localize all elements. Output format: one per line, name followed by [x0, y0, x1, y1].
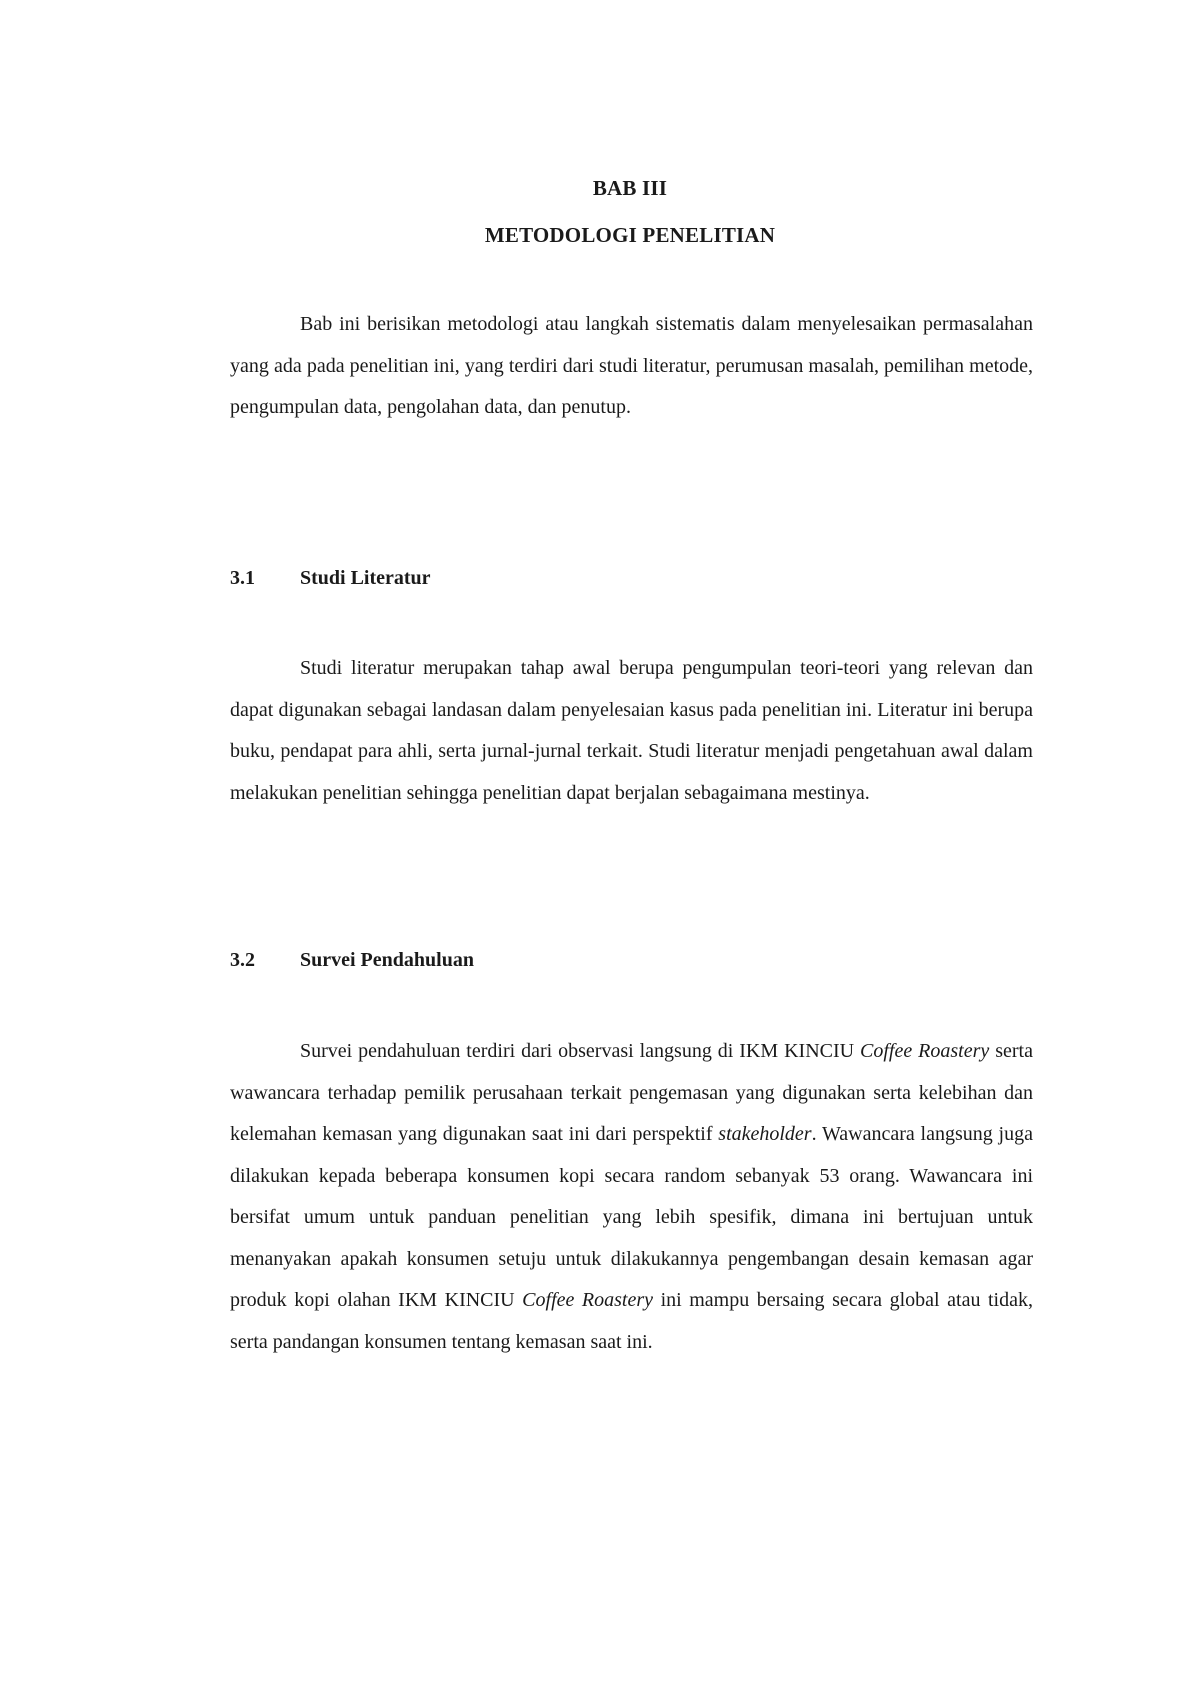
section-title: Studi Literatur [300, 567, 431, 589]
section-heading-survei-pendahuluan [230, 948, 474, 972]
italic-term: Coffee Roastery [522, 1289, 654, 1311]
text-segment: Survei pendahuluan terdiri dari observasi langsung di IKM KINCIU [300, 1040, 861, 1062]
italic-term: stakeholder [718, 1123, 812, 1145]
text-segment: . Wawancara langsung juga dilakukan kepada beberapa konsumen kopi secara random sebanyak 53 orang. Wawancara ini bersifat umum untuk panduan penelitian yang lebih spesifik, dimana ini bertujuan untuk menanyakan apakah konsumen setuju untuk dilakukannya pengembangan desain kemasan agar produk kopi olahan IKM KINCIU [230, 1123, 1033, 1311]
text-segment: ini mampu bersaing secara global atau tidak, serta pandangan konsumen tentang kemasan saat ini. [230, 1289, 1033, 1353]
chapter-number: BAB III [592, 176, 668, 200]
italic-term: Coffee Roastery [860, 1040, 990, 1062]
chapter-title: METODOLOGI PENELITIAN [484, 223, 776, 247]
section-number: 3.2 [230, 949, 255, 971]
section-heading-studi-literatur [230, 566, 431, 590]
survei-pendahuluan-paragraph [230, 1031, 1033, 1363]
text-segment: serta wawancara terhadap pemilik perusahaan terkait pengemasan yang digunakan serta kelebihan dan kelemahan kemasan yang digunakan saat ini dari perspektif [230, 1040, 1033, 1145]
section-number: 3.1 [230, 567, 255, 589]
studi-literatur-paragraph: Studi literatur merupakan tahap awal berupa pengumpulan teori-teori yang relevan dan dapat digunakan sebagai landasan dalam penyelesaian kasus pada penelitian ini. Literatur ini berupa buku, pendapat para ahli, serta jurnal-jurnal terkait. Studi literatur menjadi pengetahuan awal dalam melakukan penelitian sehingga penelitian dapat berjalan sebagaimana mestinya. [230, 657, 1033, 804]
section-title: Survei Pendahuluan [300, 949, 474, 971]
intro-paragraph: Bab ini berisikan metodologi atau langkah sistematis dalam menyelesaikan permasalahan yang ada pada penelitian ini, yang terdiri dari studi literatur, perumusan masalah, pemilihan metode, pengumpulan data, pengolahan data, dan penutup. [230, 313, 1033, 418]
